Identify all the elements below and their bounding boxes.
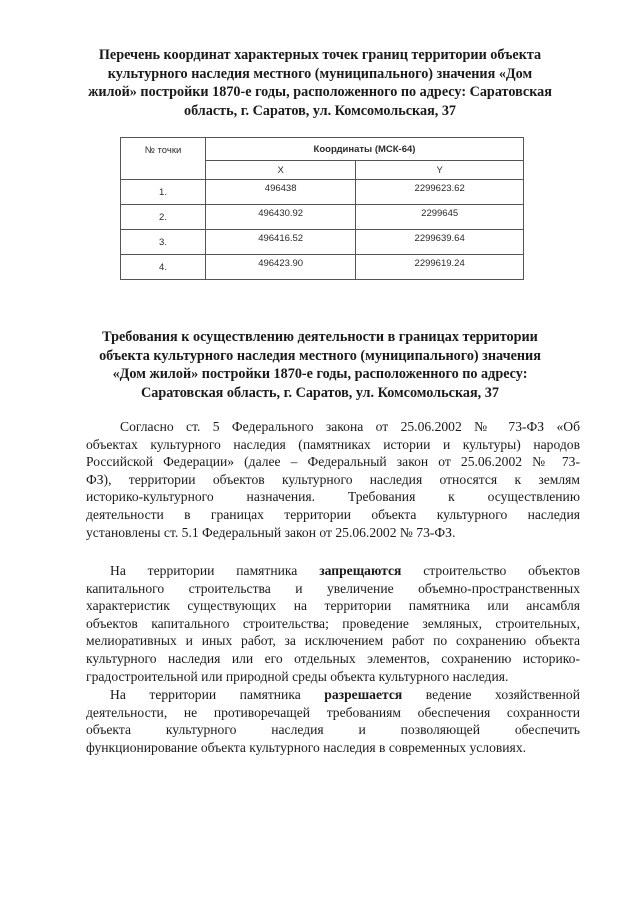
- x-column-header: X: [206, 161, 356, 180]
- paragraph-line: [86, 686, 580, 704]
- point-number-cell: 3.: [121, 230, 206, 255]
- paragraph-line: Российской Федерации» (далее – Федеральный закон от 25.06.2002 № 73-: [86, 454, 580, 470]
- text-fragment: ведение хозяйственной: [425, 687, 580, 702]
- y-value-cell: 2299639.64: [356, 230, 524, 255]
- paragraph-line: [86, 562, 580, 580]
- paragraph-line: ФЗ), территории объектов культурного наследия относятся к землям: [86, 471, 580, 487]
- table-row: [121, 205, 524, 230]
- paragraph-line: мелиоративных и иных работ, за исключением работ по сохранению объекта: [86, 633, 580, 649]
- paragraph-line: Согласно ст. 5 Федерального закона от 25.06.2002 № 73-ФЗ «Об: [120, 419, 580, 434]
- point-number-cell: 2.: [121, 205, 206, 230]
- heading-line: область, г. Саратов, ул. Комсомольская, 37: [183, 102, 457, 119]
- paragraph-line: объектах культурного наследия (памятниках истории и культуры) народов: [86, 436, 580, 452]
- table-row: [121, 230, 524, 255]
- point-number-cell: 4.: [121, 255, 206, 280]
- permissions-paragraph: [86, 686, 580, 756]
- heading-line: Саратовская область, г. Саратов, ул. Комсомольская, 37: [141, 384, 499, 401]
- prohibitions-paragraph: [86, 562, 580, 685]
- requirements-heading: [80, 328, 560, 402]
- paragraph-line: функционирование объекта культурного наследия в современных условиях.: [86, 739, 527, 755]
- x-value-cell: 496438: [206, 180, 356, 205]
- table-row: [121, 180, 524, 205]
- coordinates-header: Координаты (МСК-64): [206, 138, 524, 161]
- heading-line: Перечень координат характерных точек границ территории объекта: [98, 47, 542, 63]
- paragraph-line: капитального строительства и увеличение объемно-пространственных: [86, 580, 580, 596]
- x-value-cell: 496416.52: [206, 230, 356, 255]
- y-column-header: Y: [356, 161, 524, 180]
- table-header-row: [121, 138, 524, 161]
- x-value-cell: 496423.90: [206, 255, 356, 280]
- prohibited-keyword: запрещаются: [319, 563, 402, 578]
- y-value-cell: 2299623.62: [356, 180, 524, 205]
- permitted-keyword: разрешается: [324, 687, 403, 702]
- paragraph-line: деятельности в границах территории объекта культурного наследия: [86, 506, 580, 522]
- text-fragment: строительство объектов: [423, 563, 580, 578]
- coordinates-list-heading: [80, 46, 560, 120]
- y-value-cell: 2299619.24: [356, 255, 524, 280]
- heading-line: «Дом жилой» постройки 1870-е годы, расположенного по адресу:: [112, 366, 528, 382]
- heading-line: жилой» постройки 1870-е годы, расположенного по адресу: Саратовская: [88, 84, 552, 100]
- paragraph-line: объектов капитального строительства; проведение земляных, строительных,: [86, 615, 580, 631]
- y-value-cell: 2299645: [356, 205, 524, 230]
- paragraph-line: объекта культурного наследия и позволяющей обеспечить: [86, 722, 580, 738]
- paragraph-line: деятельности, не противоречащей требованиям обеспечения сохранности: [86, 704, 580, 720]
- heading-line: Требования к осуществлению деятельности в границах территории: [102, 329, 538, 345]
- point-number-header: № точки: [121, 138, 206, 180]
- paragraph-line: градостроительной или природной среды объекта культурного наследия.: [86, 668, 509, 684]
- law-reference-paragraph: [86, 418, 580, 541]
- paragraph-line: культурного наследия или его отдельных элементов, сохранению историко-: [86, 650, 580, 666]
- paragraph-line: установлены ст. 5.1 Федеральный закон от 25.06.2002 № 73-ФЗ.: [86, 524, 456, 540]
- heading-line: объекта культурного наследия местного (муниципального) значения: [99, 347, 541, 364]
- paragraph-line: характеристик существующих на территории памятника или ансамбля: [86, 598, 580, 614]
- point-number-cell: 1.: [121, 180, 206, 205]
- x-value-cell: 496430.92: [206, 205, 356, 230]
- paragraph-line: историко-культурного назначения. Требования к осуществлению: [86, 489, 580, 505]
- text-fragment: На территории памятника: [110, 687, 301, 702]
- table-row: [121, 255, 524, 280]
- text-fragment: На территории памятника: [110, 563, 298, 578]
- heading-line: культурного наследия местного (муниципального) значения «Дом: [107, 65, 533, 82]
- coordinates-table: [120, 137, 524, 280]
